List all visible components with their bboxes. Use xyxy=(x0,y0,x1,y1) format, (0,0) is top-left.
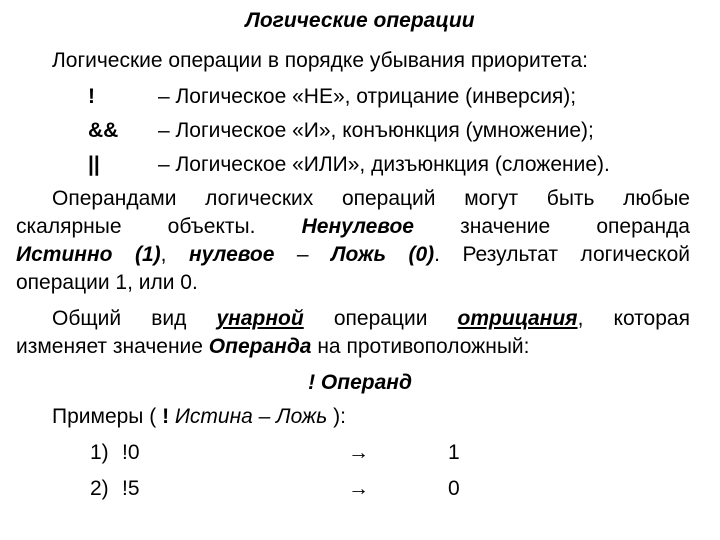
para1-line4: операции 1, или 0. xyxy=(16,271,198,294)
emphasis-nonzero: Ненулевое xyxy=(301,215,414,238)
dash: – xyxy=(274,243,332,266)
word: операции xyxy=(333,307,428,330)
arrow-icon: → xyxy=(348,441,369,464)
word: любые xyxy=(623,187,690,210)
word: логических xyxy=(205,187,314,210)
text: изменяет значение xyxy=(16,335,209,358)
para1-line1 xyxy=(52,186,690,212)
word: объекты. xyxy=(167,215,256,238)
examples-label: Примеры ( xyxy=(52,405,163,428)
word: операций xyxy=(341,187,436,210)
syntax-line: ! Операнд xyxy=(308,371,412,394)
para1-line3 xyxy=(16,242,690,268)
emphasis-true: Истинно (1) xyxy=(16,243,161,266)
arrow-icon: → xyxy=(348,477,369,500)
example-2-expression: !5 xyxy=(122,477,140,500)
word: которая xyxy=(613,307,690,330)
example-1-number: 1) xyxy=(90,441,109,464)
operator-not-symbol: ! xyxy=(88,85,95,108)
para2-line2 xyxy=(16,334,530,360)
example-2-number: 2) xyxy=(90,477,109,500)
word: вид xyxy=(151,307,187,330)
para1-line2 xyxy=(16,214,690,240)
page-title: Логические операции xyxy=(245,9,475,32)
operator-and-symbol: && xyxy=(88,119,119,142)
operator-or-description: – Логическое «ИЛИ», дизъюнкция (сложение). xyxy=(158,153,610,176)
emphasis-zero: нулевое xyxy=(188,243,275,266)
word: Результат xyxy=(462,243,558,266)
operator-and-description: – Логическое «И», конъюнкция (умножение); xyxy=(158,119,594,142)
example-1-expression: !0 xyxy=(122,441,140,464)
word: операнда xyxy=(596,215,690,238)
intro-text: Логические операции в порядке убывания приоритета: xyxy=(52,49,588,72)
punct: , xyxy=(577,307,584,330)
word: значение xyxy=(460,215,551,238)
examples-bang: ! xyxy=(162,405,170,428)
word: логической xyxy=(580,243,690,266)
word: могут xyxy=(464,187,519,210)
example-1-result: 1 xyxy=(448,441,460,464)
examples-header xyxy=(52,404,346,430)
para2-line1 xyxy=(52,306,690,332)
punct: , xyxy=(160,243,189,266)
emphasis-unary: унарной xyxy=(216,307,304,330)
operator-or-symbol: || xyxy=(88,153,100,176)
word: Общий xyxy=(52,307,122,330)
text: на противоположный: xyxy=(311,335,530,358)
word: Операндами xyxy=(52,187,177,210)
examples-close: ): xyxy=(333,405,346,428)
operator-not-description: – Логическое «НЕ», отрицание (инверсия); xyxy=(158,85,577,108)
word: скалярные xyxy=(16,215,122,238)
word: быть xyxy=(546,187,595,210)
emphasis-negation: отрицания xyxy=(457,307,578,330)
emphasis-false: Ложь (0) xyxy=(331,243,435,266)
punct: . xyxy=(434,243,440,266)
examples-italic: Истина – Ложь xyxy=(169,405,334,428)
emphasis-operand: Операнда xyxy=(208,335,312,358)
example-2-result: 0 xyxy=(448,477,460,500)
